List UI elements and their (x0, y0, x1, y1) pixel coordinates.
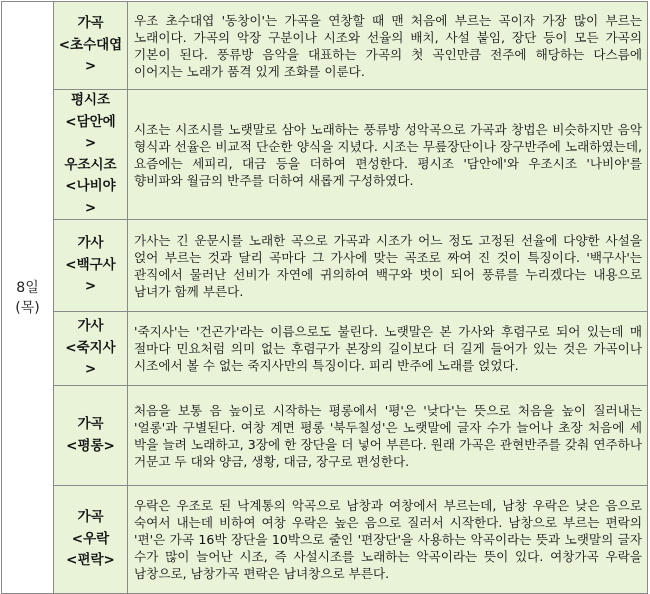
piece-title-cell (54, 486, 128, 594)
table-row (2, 220, 648, 312)
piece-description: 가사는 긴 운문시를 노래한 곡으로 가곡과 시조가 어느 정도 고정된 선율에 다양한 사설을 얹어 부르는 것과 달리 곡마다 그 가사에 맞는 곡조로 짜여 진 것이 특징이다. '백구사'는 관직에서 물러난 선비가 자연에 귀의하여 백구와 벗이 되어 풍류를 누리겠다는 내용으로 남녀가 함께 부른다. (128, 220, 648, 312)
piece-title-line: > (84, 199, 97, 216)
day-cell (2, 2, 54, 594)
piece-title-cell (54, 386, 128, 486)
piece-title-line: <우락 (71, 530, 110, 547)
piece-title-cell (54, 2, 128, 90)
day-date: 8일 (16, 279, 39, 296)
piece-title-line: > (84, 361, 97, 378)
piece-title-line: 평시조 (70, 92, 111, 108)
piece-title-line: > (84, 58, 97, 75)
piece-description: 우조 초수대엽 '동창이'는 가곡을 연창할 때 맨 처음에 부르는 곡이자 가장 많이 부르는 노래이다. 가곡의 악장 구분이나 시조와 선율의 배치, 사설 붙임, 장단 등이 모든 가곡의 기본이 된다. 풍류방 음악을 대표하는 가곡의 첫 곡인만큼 전주에 해당하는 다스름에 이어지는 노래가 품격 있게 조화를 이룬다. (128, 2, 648, 90)
piece-title-cell (54, 312, 128, 386)
piece-title-line: 가사 (77, 318, 104, 335)
piece-title-line: <편락> (66, 552, 115, 569)
table-row (2, 486, 648, 594)
program-table (1, 1, 648, 594)
piece-title-line: > (84, 135, 97, 151)
table-row (2, 90, 648, 220)
piece-description: 우락은 우조로 된 낙계통의 악곡으로 남창과 여창에서 부르는데, 남창 우락은 낮은 음으로 숙여서 내는데 비하여 여창 우락은 높은 음으로 질러서 시작한다. 남창으로 부르는 편락의 '편'은 가곡 16박 장단을 10박으로 줄인 '편장단'을 사용하는 악곡이라는 뜻과 노랫말의 글자 수가 많이 늘어난 시조, 즉 사설시조를 노래하는 악곡이라는 뜻이 있다. 여창가곡 우락을 남창으로, 남창가곡 편락은 남녀창으로 부른다. (128, 486, 648, 594)
piece-title-line: 가곡 (77, 509, 104, 526)
piece-title-line: 가곡 (77, 416, 104, 432)
table-row (2, 312, 648, 386)
piece-title-cell (54, 220, 128, 312)
piece-description: 시조는 시조시를 노랫말로 삼아 노래하는 풍류방 성악곡으로 가곡과 창법은 비슷하지만 음악 형식과 선율은 비교적 단순한 양식을 지녔다. 시조는 무릎장단이나 장구반주에 노래하였는데, 요즘에는 세피리, 대금 등을 더하여 편성한다. 평시조 '담안에'와 우조시조 '나비야'를 향비파와 월금의 반주를 더하여 새롭게 구성하였다. (128, 90, 648, 220)
piece-description: '죽지사'는 '건곤가'라는 이름으로도 불린다. 노랫말은 본 가사와 후렴구로 되어 있는데 매 절마다 민요처럼 의미 없는 후렴구가 본장의 길이보다 더 길게 들어가 있는 것은 가곡이나 시조에서 볼 수 없는 죽지사만의 특징이다. 피리 반주에 노래를 얹었다. (128, 312, 648, 386)
piece-description: 처음을 보통 음 높이로 시작하는 평롱에서 '평'은 '낮다'는 뜻으로 처음을 높이 질러내는 '얼롱'과 구별된다. 여창 계면 평롱 '북두칠성'은 노랫말에 글자 수가 늘어나 초장 처음에 세 박을 늘려 노래하고, 3장에 한 장단을 더 넣어 부른다. 원래 가곡은 관현반주를 갖춰 연주하나 거문고 두 대와 양금, 생황, 대금, 장구로 편성한다. (128, 386, 648, 486)
piece-title-line: <평롱> (66, 437, 115, 454)
piece-title-line: 우조시조 (64, 156, 117, 173)
piece-title-line: <백구사 (65, 256, 116, 273)
piece-title-line: > (84, 278, 97, 295)
table-row (2, 386, 648, 486)
piece-title-line: <초수대엽 (58, 36, 123, 53)
piece-title-line: 가사 (77, 235, 104, 252)
table-row (2, 2, 648, 90)
piece-title-line: <죽지사 (65, 339, 116, 356)
piece-title-line: 가곡 (77, 15, 104, 32)
day-weekday: (목) (15, 299, 40, 316)
piece-title-cell (54, 90, 128, 220)
piece-title-line: <나비야 (65, 178, 116, 194)
piece-title-line: <담안에 (65, 113, 116, 130)
